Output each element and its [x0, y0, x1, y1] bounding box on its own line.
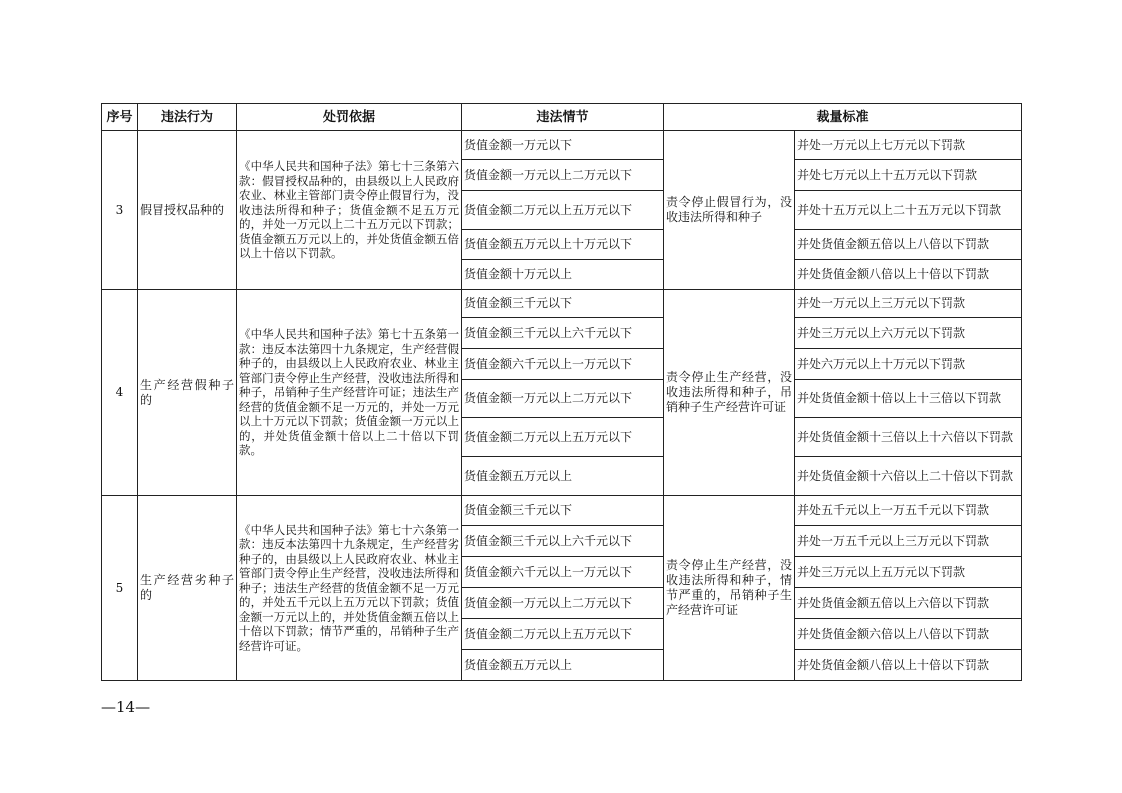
circumstance-cell: 货值金额三千元以上六千元以下	[462, 526, 664, 557]
circumstance-cell: 货值金额三千元以上六千元以下	[462, 318, 664, 349]
standard-cell: 并处一万元以上七万元以下罚款	[795, 131, 1022, 160]
basis-cell: 《中华人民共和国种子法》第七十六条第一款：违反本法第四十九条规定，生产经营劣种子的，由县级以上人民政府农业、林业主管部门责令停止生产经营，没收违法所得和种子；违法生产经营的货值金额不足一万元的，并处五千元以上五万元以下罚款；货值金额一万元以上的，并处货值金额五倍以上十倍以下罚款；情节严重的，吊销种子生产经营许可证。	[237, 496, 462, 681]
standard-cell: 并处七万元以上十五万元以下罚款	[795, 160, 1022, 191]
table-row	[102, 131, 1022, 160]
circumstance-cell: 货值金额五万元以上	[462, 650, 664, 681]
circumstance-cell: 货值金额三千元以下	[462, 290, 664, 318]
standard-cell: 并处三万元以上六万元以下罚款	[795, 318, 1022, 349]
circumstance-cell: 货值金额三千元以下	[462, 496, 664, 526]
page-number: —14—	[101, 698, 151, 716]
circumstance-cell: 货值金额二万元以上五万元以下	[462, 619, 664, 650]
circumstance-cell: 货值金额六千元以上一万元以下	[462, 349, 664, 380]
row-number: 3	[102, 131, 138, 290]
measure-cell: 责令停止假冒行为，没收违法所得和种子	[664, 131, 795, 290]
circumstance-cell: 货值金额六千元以上一万元以下	[462, 557, 664, 588]
standard-cell: 并处一万五千元以上三万元以下罚款	[795, 526, 1022, 557]
header-basis: 处罚依据	[237, 104, 462, 131]
standard-cell: 并处货值金额八倍以上十倍以下罚款	[795, 260, 1022, 290]
standard-cell: 并处货值金额十倍以上十三倍以下罚款	[795, 380, 1022, 418]
header-number: 序号	[102, 104, 138, 131]
standard-cell: 并处货值金额十三倍以上十六倍以下罚款	[795, 418, 1022, 457]
violation-cell: 生产经营劣种子的	[138, 496, 237, 681]
circumstance-cell: 货值金额五万元以上十万元以下	[462, 230, 664, 260]
circumstance-cell: 货值金额二万元以上五万元以下	[462, 191, 664, 230]
measure-cell: 责令停止生产经营，没收违法所得和种子，情节严重的，吊销种子生产经营许可证	[664, 496, 795, 681]
basis-cell: 《中华人民共和国种子法》第七十五条第一款：违反本法第四十九条规定，生产经营假种子的，由县级以上人民政府农业、林业主管部门责令停止生产经营，没收违法所得和种子，吊销种子生产经营许可证；违法生产经营的货值金额不足一万元的，并处一万元以上十万元以下罚款；货值金额一万元以上的，并处货值金额十倍以上二十倍以下罚款。	[237, 290, 462, 496]
measure-cell: 责令停止生产经营，没收违法所得和种子，吊销种子生产经营许可证	[664, 290, 795, 496]
circumstance-cell: 货值金额十万元以上	[462, 260, 664, 290]
standard-cell: 并处货值金额八倍以上十倍以下罚款	[795, 650, 1022, 681]
basis-cell: 《中华人民共和国种子法》第七十三条第六款：假冒授权品种的，由县级以上人民政府农业、林业主管部门责令停止假冒行为，没收违法所得和种子；货值金额不足五万元的，并处一万元以上二十五万元以下罚款；货值金额五万元以上的，并处货值金额五倍以上十倍以下罚款。	[237, 131, 462, 290]
standard-cell: 并处货值金额六倍以上八倍以下罚款	[795, 619, 1022, 650]
standard-cell: 并处三万元以上五万元以下罚款	[795, 557, 1022, 588]
table-header-row	[102, 104, 1022, 131]
standard-cell: 并处五千元以上一万五千元以下罚款	[795, 496, 1022, 526]
standard-cell: 并处十五万元以上二十五万元以下罚款	[795, 191, 1022, 230]
standard-cell: 并处六万元以上十万元以下罚款	[795, 349, 1022, 380]
standard-cell: 并处一万元以上三万元以下罚款	[795, 290, 1022, 318]
row-number: 4	[102, 290, 138, 496]
violation-cell: 生产经营假种子的	[138, 290, 237, 496]
penalty-standards-table	[101, 103, 1022, 681]
circumstance-cell: 货值金额一万元以上二万元以下	[462, 380, 664, 418]
circumstance-cell: 货值金额一万元以上二万元以下	[462, 588, 664, 619]
circumstance-cell: 货值金额五万元以上	[462, 457, 664, 496]
circumstance-cell: 货值金额一万元以下	[462, 131, 664, 160]
violation-cell: 假冒授权品种的	[138, 131, 237, 290]
table-row	[102, 496, 1022, 526]
header-standard: 裁量标准	[664, 104, 1022, 131]
row-number: 5	[102, 496, 138, 681]
standard-cell: 并处货值金额十六倍以上二十倍以下罚款	[795, 457, 1022, 496]
standard-cell: 并处货值金额五倍以上六倍以下罚款	[795, 588, 1022, 619]
standard-cell: 并处货值金额五倍以上八倍以下罚款	[795, 230, 1022, 260]
circumstance-cell: 货值金额二万元以上五万元以下	[462, 418, 664, 457]
header-circumstance: 违法情节	[462, 104, 664, 131]
circumstance-cell: 货值金额一万元以上二万元以下	[462, 160, 664, 191]
header-violation: 违法行为	[138, 104, 237, 131]
table-row	[102, 290, 1022, 318]
